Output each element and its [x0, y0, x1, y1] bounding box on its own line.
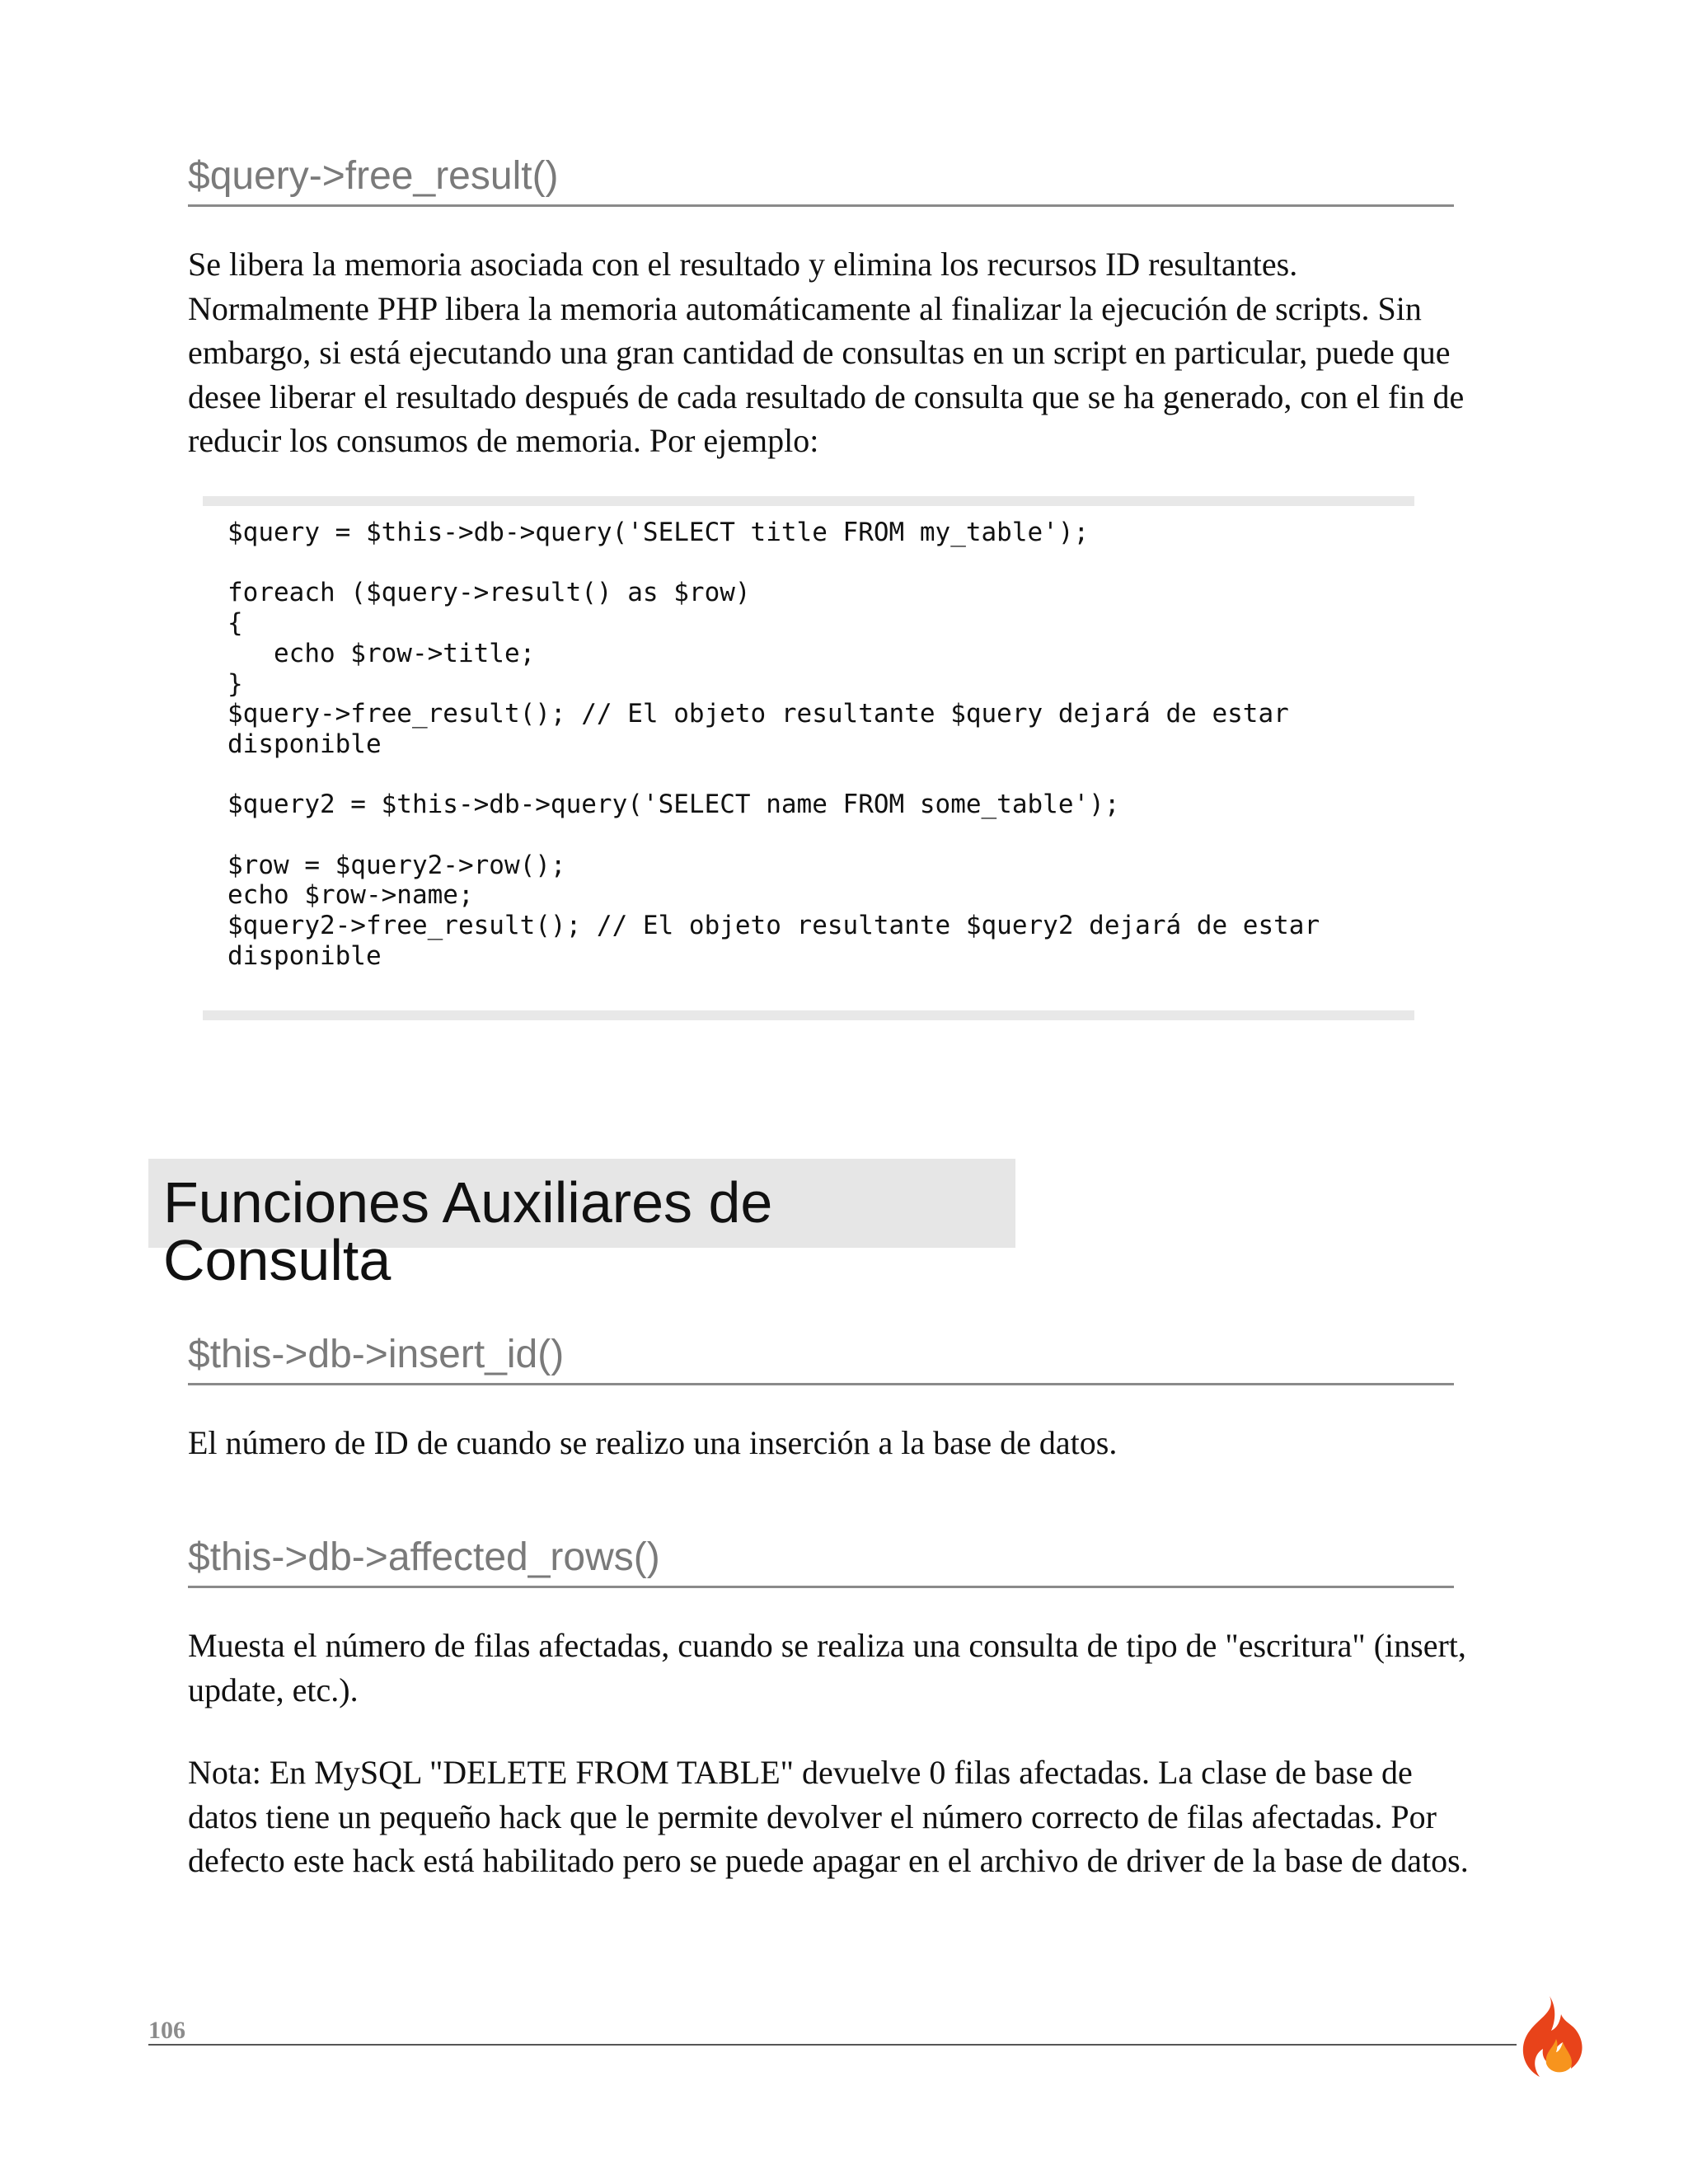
- chapter-heading: Funciones Auxiliares de Consulta: [163, 1170, 773, 1292]
- chapter-heading-box: [148, 1159, 1015, 1292]
- affected-rows-note: Nota: En MySQL "DELETE FROM TABLE" devuelve 0 filas afectadas. La clase de base de datos tiene un pequeño hack que le permite devolver el número correcto de filas afectadas. Por defecto este hack está habilitado pero se puede apagar en el archivo de driver de la base de datos.: [188, 1754, 1469, 1879]
- code-example: $query = $this->db->query('SELECT title FROM my_table'); foreach ($query->result() as $row) { echo $row->title; } $query->free_result(); // El objeto resultante $query dejará de estar disponible $query2 = $this->db->query('SELECT name FROM some_table'); $row = $query2->row(); echo $row->name; $query2->free_result(); // El objeto resultante $query2 dejará de estar disponible: [227, 518, 1320, 971]
- affected-rows-description: Muesta el número de filas afectadas, cuando se realiza una consulta de tipo de "escritura" (insert, update, etc.).: [188, 1627, 1466, 1708]
- page-number: 106: [148, 2017, 185, 2044]
- section-heading-insert-id: $this->db->insert_id(): [188, 1335, 1454, 1385]
- footer-rule: [148, 2044, 1517, 2046]
- free-result-description: Se libera la memoria asociada con el resultado y elimina los recursos ID resultantes. Normalmente PHP libera la memoria automáticamente al finalizar la ejecución de scripts. Sin embargo, si está ejecutando una gran cantidad de consultas en un script en particular, puede que desee liberar el resultado después de cada resultado de consulta que se ha generado, con el fin de reducir los consumos de memoria. Por ejemplo:: [188, 246, 1465, 459]
- flame-icon: [1507, 1993, 1589, 2086]
- insert-id-description: El número de ID de cuando se realizo una inserción a la base de datos.: [188, 1424, 1118, 1461]
- section-heading-free-result: $query->free_result(): [188, 157, 1454, 207]
- section-heading-affected-rows: $this->db->affected_rows(): [188, 1538, 1454, 1588]
